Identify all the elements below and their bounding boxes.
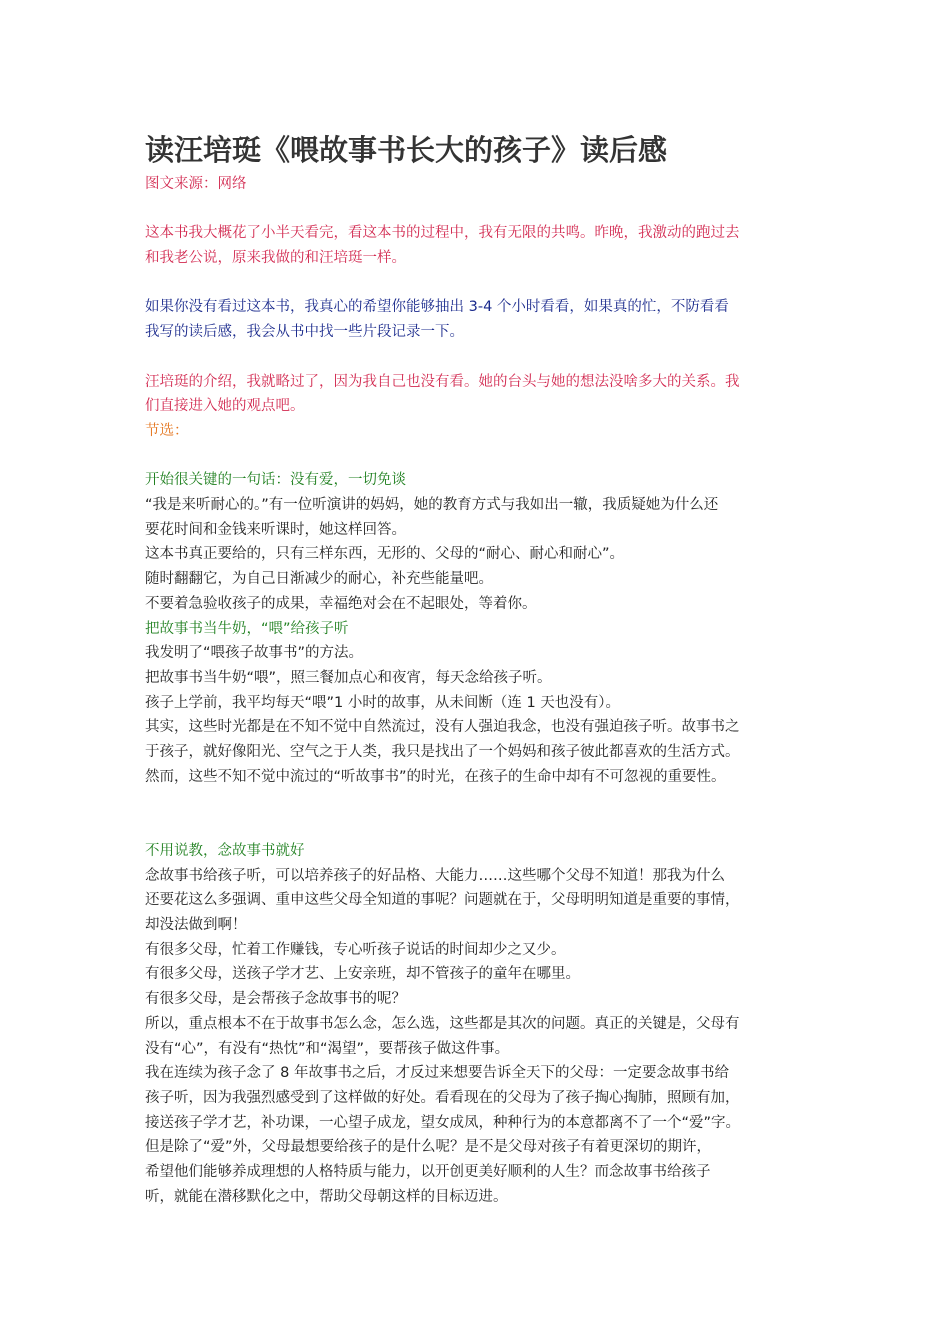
body-line: 这本书真正要给的，只有三样东西，无形的、父母的“耐心、耐心和耐心”。	[145, 546, 625, 563]
body-line: 有很多父母，是会帮孩子念故事书的呢？	[145, 991, 406, 1008]
paragraph-line: 如果你没有看过这本书，我真心的希望你能够抽出 3-4 个小时看看，如果真的忙，不防看看	[145, 299, 729, 316]
body-line: 孩子上学前，我平均每天“喂”1 小时的故事，从未间断（连 1 天也没有）。	[145, 694, 621, 711]
body-line: 还要花这么多强调、重申这些父母全知道的事呢？问题就在于，父母明明知道是重要的事情，	[145, 892, 740, 909]
spacer	[145, 271, 825, 296]
paragraph-line: 汪培珽的介绍，我就略过了，因为我自己也没有看。她的台头与她的想法没啥多大的关系。我	[145, 373, 740, 390]
body-line: 孩子听，因为我强烈感受到了这样做的好处。看看现在的父母为了孩子掏心掏肺，照顾有加，	[145, 1089, 740, 1106]
body-line: 没有“心”，有没有“热忱”和“渴望”，要帮孩子做这件事。	[145, 1040, 510, 1057]
body-line: 不要着急验收孩子的成果，幸福绝对会在不起眼处，等着你。	[145, 595, 537, 612]
section-heading: 把故事书当牛奶，“喂”给孩子听	[145, 620, 349, 637]
spacer	[145, 345, 825, 370]
body-line: 所以，重点根本不在于故事书怎么念，怎么选，这些都是其次的问题。真正的关键是，父母有	[145, 1015, 740, 1032]
spacer	[145, 444, 825, 469]
body-line: 希望他们能够养成理想的人格特质与能力，以开创更美好顺利的人生？而念故事书给孩子	[145, 1164, 711, 1181]
spacer	[145, 814, 825, 839]
about-paragraph	[145, 370, 825, 419]
paragraph-line: 们直接进入她的观点吧。	[145, 398, 305, 415]
body-line: 其实，这些时光都是在不知不觉中自然流过，没有人强迫我念，也没有强迫孩子听。故事书之	[145, 719, 740, 736]
paragraph-line: 和我老公说，原来我做的和汪培珽一样。	[145, 250, 406, 267]
document-title: 读汪培珽《喂故事书长大的孩子》读后感	[145, 133, 668, 167]
paragraph-line: 我写的读后感，我会从书中找一些片段记录一下。	[145, 324, 464, 341]
section-heading: 不用说教，念故事书就好	[145, 842, 305, 859]
spacer	[145, 790, 825, 815]
body-line: 但是除了“爱”外，父母最想要给孩子的是什么呢？是不是父母对孩子有着更深切的期许，	[145, 1139, 712, 1156]
body-line: 却没法做到啊！	[145, 917, 247, 933]
paragraph-line: 这本书我大概花了小半天看完，看这本书的过程中，我有无限的共鸣。昨晚，我激动的跑过去	[145, 225, 740, 242]
section-1	[145, 468, 825, 616]
body-line: 我在连续为孩子念了 8 年故事书之后，才反过来想要告诉全天下的父母：一定要念故事书给	[145, 1065, 729, 1082]
section-3	[145, 839, 825, 1210]
section-2	[145, 617, 825, 790]
body-line: 把故事书当牛奶“喂”，照三餐加点心和夜宵，每天念给孩子听。	[145, 670, 552, 686]
body-line: 要花时间和金钱来听课时，她这样回答。	[145, 521, 406, 538]
suggest-paragraph	[145, 295, 825, 344]
spacer	[145, 197, 825, 222]
source-note: 图文来源：网络	[145, 176, 247, 192]
excerpt-label: 节选：	[145, 422, 189, 439]
body-line: 有很多父母，送孩子学才艺、上安亲班，却不管孩子的童年在哪里。	[145, 966, 580, 983]
body-line: “我是来听耐心的。”有一位听演讲的妈妈，她的教育方式与我如出一辙，我质疑她为什么还	[145, 497, 719, 514]
body-line: 有很多父母，忙着工作赚钱，专心听孩子说话的时间却少之又少。	[145, 941, 566, 958]
body-line: 然而，这些不知不觉中流过的“听故事书”的时光，在孩子的生命中却有不可忽视的重要性。	[145, 768, 726, 785]
document-page	[145, 128, 825, 1209]
intro-paragraph	[145, 221, 825, 270]
body-line: 我发明了“喂孩子故事书”的方法。	[145, 645, 364, 662]
body-line: 随时翻翻它，为自己日渐减少的耐心，补充些能量吧。	[145, 571, 493, 588]
body-line: 念故事书给孩子听，可以培养孩子的好品格、大能力……这些哪个父母不知道！那我为什么	[145, 867, 725, 884]
body-line: 于孩子，就好像阳光、空气之于人类，我只是找出了一个妈妈和孩子彼此都喜欢的生活方式。	[145, 744, 740, 761]
section-heading: 开始很关键的一句话：没有爱，一切免谈	[145, 472, 406, 489]
body-line: 听，就能在潜移默化之中，帮助父母朝这样的目标迈进。	[145, 1188, 508, 1205]
body-line: 接送孩子学才艺，补功课，一心望子成龙，望女成凤，种种行为的本意都离不了一个“爱”字。	[145, 1114, 741, 1131]
